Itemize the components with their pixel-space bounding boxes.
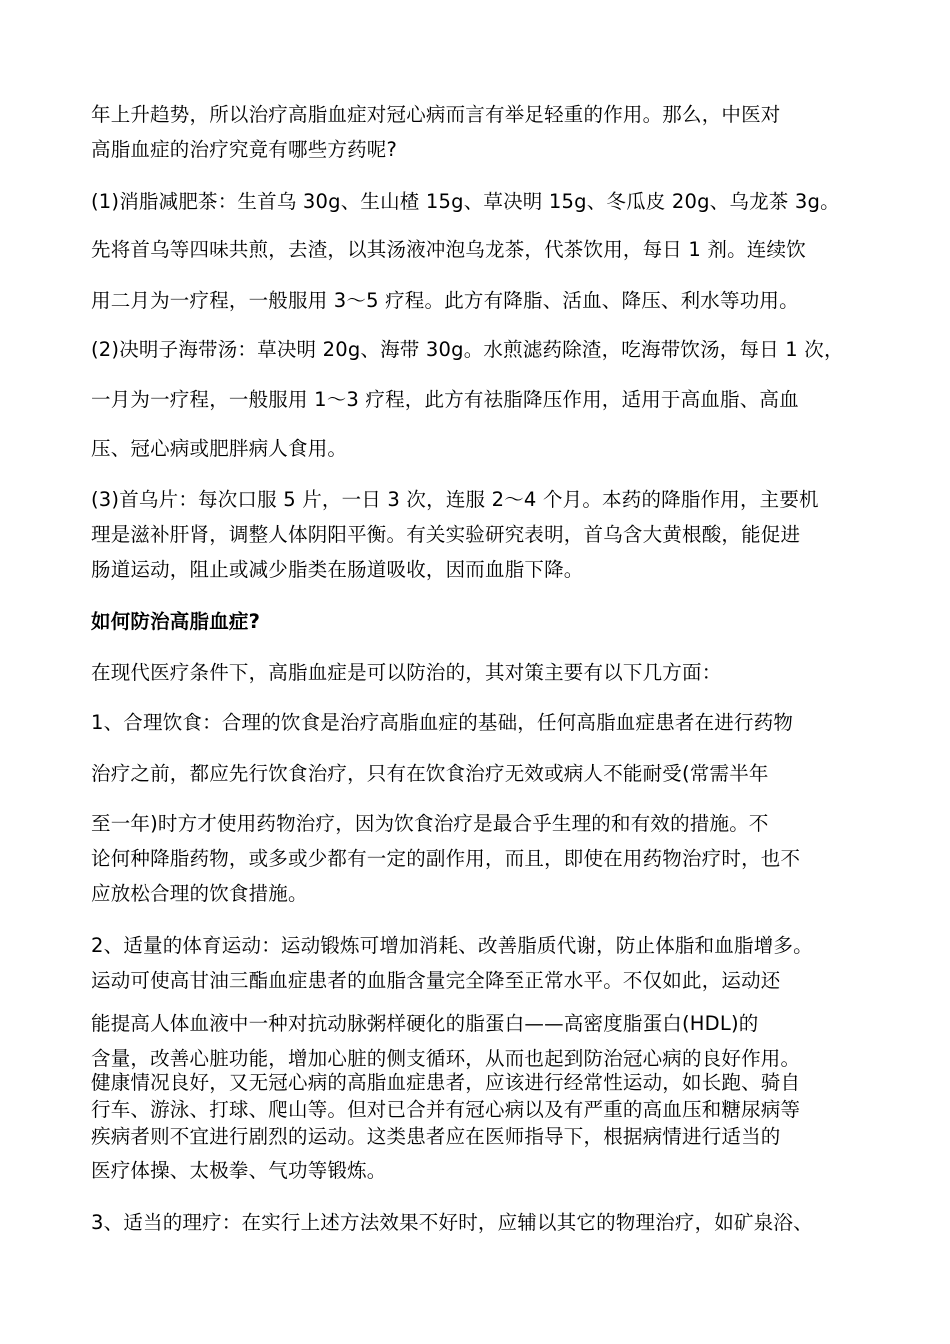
paragraph-line: 2、适量的体育运动：运动锻炼可增加消耗、改善脂质代谢，防止体脂和血脂增多。 (91, 934, 813, 957)
paragraph-line: 1、合理饮食：合理的饮食是治疗高脂血症的基础，任何高脂血症患者在进行药物 (91, 711, 794, 734)
paragraph-line: 高脂血症的治疗究竟有哪些方药呢? (91, 138, 398, 161)
paragraph-line: 论何种降脂药物，或多或少都有一定的副作用，而且，即使在用药物治疗时，也不 (91, 847, 801, 870)
paragraph-line: 运动可使高甘油三酯血症患者的血脂含量完全降至正常水平。不仅如此，运动还 (91, 969, 781, 992)
paragraph-line: 含量，改善心脏功能，增加心脏的侧支循环，从而也起到防治冠心病的良好作用。 (91, 1047, 801, 1070)
paragraph-line: 能提高人体血液中一种对抗动脉粥样硬化的脂蛋白——高密度脂蛋白(HDL)的 (91, 1012, 759, 1035)
paragraph-line: 行车、游泳、打球、爬山等。但对已合并有冠心病以及有严重的高血压和糖尿病等 (91, 1098, 801, 1121)
paragraph-line: 在现代医疗条件下，高脂血症是可以防治的，其对策主要有以下几方面： (91, 661, 722, 684)
paragraph-line: (1)消脂减肥茶：生首乌 30g、生山楂 15g、草决明 15g、冬瓜皮 20g、乌龙茶 3g。 (91, 190, 840, 213)
paragraph-line: 理是滋补肝肾，调整人体阴阳平衡。有关实验研究表明，首乌含大黄根酸，能促进 (91, 523, 801, 546)
paragraph-line: 一月为一疗程，一般服用 1～3 疗程，此方有祛脂降压作用，适用于高血脂、高血 (91, 388, 799, 411)
paragraph-line: 用二月为一疗程，一般服用 3～5 疗程。此方有降脂、活血、降压、利水等功用。 (91, 289, 799, 312)
section-heading: 如何防治高脂血症? (91, 610, 261, 633)
paragraph-line: 3、适当的理疗：在实行上述方法效果不好时，应辅以其它的物理治疗，如矿泉浴、 (91, 1211, 813, 1234)
paragraph-line: 肠道运动，阻止或减少脂类在肠道吸收，因而血脂下降。 (91, 558, 584, 581)
paragraph-line: 至一年)时方才使用药物治疗，因为饮食治疗是最合乎生理的和有效的措施。不 (91, 812, 769, 835)
paragraph-line: 健康情况良好，又无冠心病的高脂血症患者，应该进行经常性运动，如长跑、骑自 (91, 1071, 801, 1094)
paragraph-line: 先将首乌等四味共煎，去渣，以其汤液冲泡乌龙茶，代茶饮用，每日 1 剂。连续饮 (91, 238, 806, 261)
paragraph-line: 应放松合理的饮食措施。 (91, 882, 308, 905)
paragraph-line: 压、冠心病或肥胖病人食用。 (91, 437, 348, 460)
paragraph-line: 疾病者则不宜进行剧烈的运动。这类患者应在医师指导下，根据病情进行适当的 (91, 1125, 781, 1148)
paragraph-line: 年上升趋势，所以治疗高脂血症对冠心病而言有举足轻重的作用。那么，中医对 (91, 103, 781, 126)
paragraph-line: (3)首乌片：每次口服 5 片，一日 3 次，连服 2～4 个月。本药的降脂作用，主要机 (91, 488, 819, 511)
paragraph-line: 医疗体操、太极拳、气功等锻炼。 (91, 1159, 387, 1182)
paragraph-line: (2)决明子海带汤：草决明 20g、海带 30g。水煎滤药除渣，吃海带饮汤，每日 1 次， (91, 338, 844, 361)
paragraph-line: 治疗之前，都应先行饮食治疗，只有在饮食治疗无效或病人不能耐受(常需半年 (91, 762, 769, 785)
